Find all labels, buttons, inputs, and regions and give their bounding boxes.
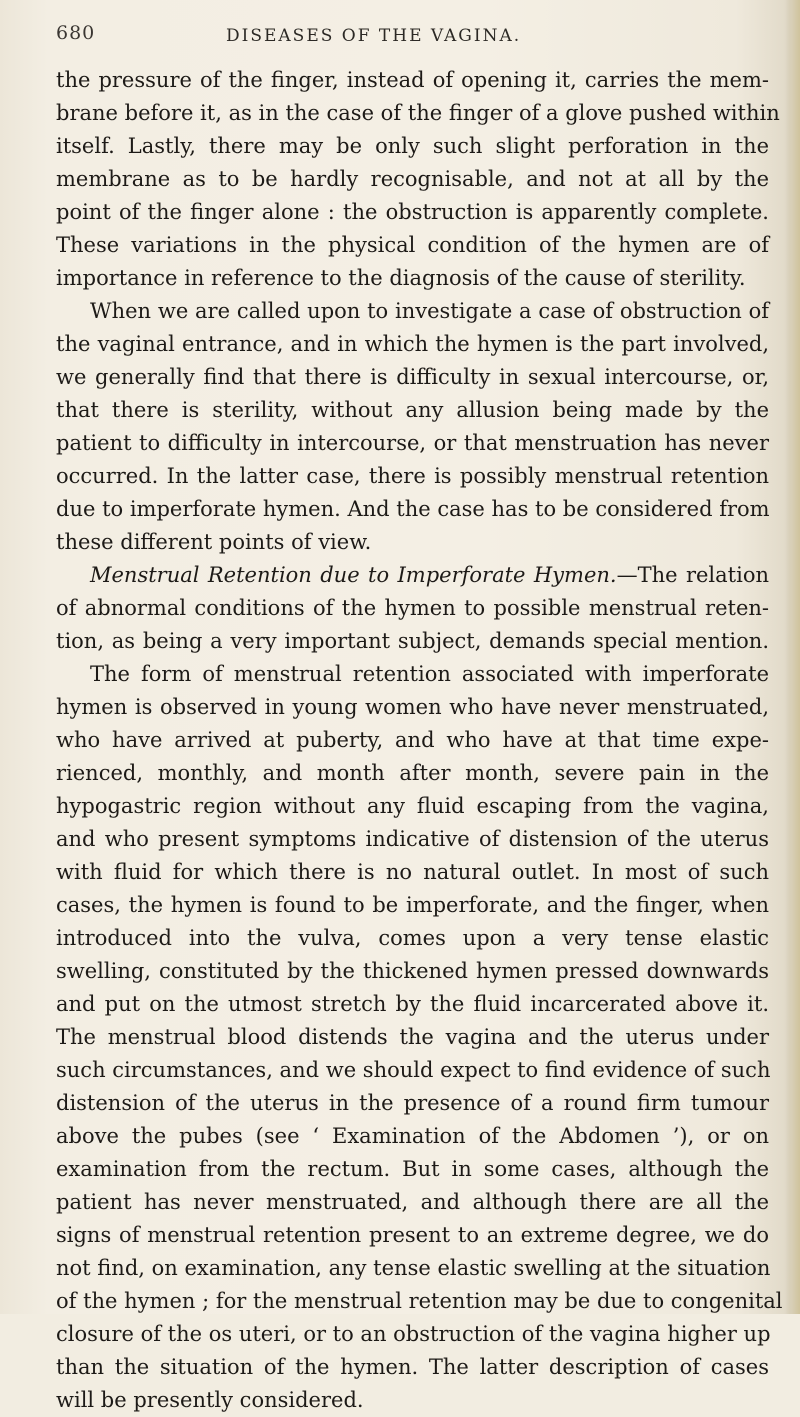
line-text: and put on the utmost stretch by the fluid incarcerated above it.: [56, 992, 769, 1016]
text-line: [56, 1318, 769, 1351]
line-text: itself. Lastly, there may be only such slight perforation in the: [56, 134, 769, 158]
line-text: distension of the uterus in the presence of a round firm tumour: [56, 1091, 769, 1115]
line-text: will be presently considered.: [56, 1388, 364, 1412]
text-line: [56, 229, 769, 262]
text-line: [56, 361, 769, 394]
line-text: the pressure of the finger, instead of opening it, carries the mem-: [56, 68, 769, 92]
text-line: [56, 1351, 769, 1384]
text-line: [56, 130, 769, 163]
text-line: [56, 1021, 769, 1054]
line-text: than the situation of the hymen. The latter description of cases: [56, 1355, 769, 1379]
text-line: [56, 427, 769, 460]
text-line: [56, 64, 769, 97]
line-text: we generally find that there is difficulty in sexual intercourse, or,: [56, 365, 769, 389]
line-text: due to imperforate hymen. And the case has to be considered from: [56, 497, 770, 521]
text-line: [56, 1054, 769, 1087]
section-heading: Menstrual Retention due to Imperforate Hymen.: [90, 563, 617, 587]
text-line: [56, 295, 769, 328]
text-line: [56, 460, 769, 493]
page-edge: [786, 0, 800, 1314]
text-line: [56, 1120, 769, 1153]
line-text: brane before it, as in the case of the finger of a glove pushed within: [56, 101, 780, 125]
line-text: —The relation: [616, 563, 769, 587]
text-line: [56, 394, 769, 427]
text-line: [56, 1153, 769, 1186]
text-line: [56, 97, 780, 130]
line-text: closure of the os uteri, or to an obstruction of the vagina higher up: [56, 1322, 771, 1346]
text-line: [56, 856, 769, 889]
line-text: these different points of view.: [56, 530, 372, 554]
text-line: [56, 559, 769, 592]
line-text: introduced into the vulva, comes upon a very tense elastic: [56, 926, 769, 950]
line-text: tion, as being a very important subject, demands special mention.: [56, 629, 769, 653]
text-line: [56, 1219, 769, 1252]
page-header: [56, 12, 756, 52]
text-line: [56, 493, 769, 526]
line-text: of abnormal conditions of the hymen to possible menstrual reten-: [56, 596, 769, 620]
line-text: importance in reference to the diagnosis of the cause of sterility.: [56, 266, 746, 290]
line-text: The menstrual blood distends the vagina and the uterus under: [56, 1025, 769, 1049]
line-text: The form of menstrual retention associated with imperforate: [90, 662, 769, 686]
text-line: [56, 988, 769, 1021]
text-line: [56, 691, 769, 724]
line-text: patient to difficulty in intercourse, or that menstruation has never: [56, 431, 769, 455]
text-line: [56, 328, 769, 361]
text-line: [56, 592, 769, 625]
text-line: [56, 922, 769, 955]
line-text: of the hymen ; for the menstrual retention may be due to congenital: [56, 1289, 783, 1313]
line-text: and who present symptoms indicative of distension of the uterus: [56, 827, 769, 851]
text-line: [56, 1285, 783, 1318]
line-text: who have arrived at puberty, and who have at that time expe-: [56, 728, 769, 752]
text-line: [56, 262, 769, 295]
text-line: [56, 1384, 769, 1417]
line-text: not find, on examination, any tense elastic swelling at the situation: [56, 1256, 771, 1280]
text-line: [56, 1252, 769, 1285]
text-line: [56, 823, 769, 856]
line-text: cases, the hymen is found to be imperforate, and the finger, when: [56, 893, 769, 917]
line-text: patient has never menstruated, and although there are all the: [56, 1190, 769, 1214]
line-text: rienced, monthly, and month after month, severe pain in the: [56, 761, 769, 785]
text-line: [56, 1087, 769, 1120]
text-line: [56, 724, 769, 757]
line-text: such circumstances, and we should expect to find evidence of such: [56, 1058, 771, 1082]
page-number: 680: [56, 22, 96, 44]
line-text: with fluid for which there is no natural outlet. In most of such: [56, 860, 769, 884]
text-line: [56, 889, 769, 922]
text-line: [56, 163, 769, 196]
line-text: above the pubes (see ‘ Examination of the Abdomen ’), or on: [56, 1124, 769, 1148]
line-text: These variations in the physical condition of the hymen are of: [56, 233, 769, 257]
line-text: membrane as to be hardly recognisable, and not at all by the: [56, 167, 769, 191]
text-line: [56, 625, 769, 658]
line-text: that there is sterility, without any allusion being made by the: [56, 398, 769, 422]
running-title: DISEASES OF THE VAGINA.: [226, 26, 522, 46]
line-text: examination from the rectum. But in some cases, although the: [56, 1157, 769, 1181]
body-text: [56, 64, 783, 1417]
text-line: [56, 757, 769, 790]
text-line: [56, 790, 769, 823]
line-text: occurred. In the latter case, there is possibly menstrual retention: [56, 464, 769, 488]
text-line: [56, 196, 769, 229]
line-text: point of the finger alone : the obstruction is apparently complete.: [56, 200, 769, 224]
line-text: hymen is observed in young women who have never menstruated,: [56, 695, 769, 719]
text-line: [56, 1186, 769, 1219]
line-text: signs of menstrual retention present to an extreme degree, we do: [56, 1223, 769, 1247]
line-text: hypogastric region without any fluid escaping from the vagina,: [56, 794, 769, 818]
line-text: the vaginal entrance, and in which the hymen is the part involved,: [56, 332, 769, 356]
line-text: swelling, constituted by the thickened hymen pressed downwards: [56, 959, 769, 983]
text-line: [56, 658, 769, 691]
text-line: [56, 955, 769, 988]
line-text: When we are called upon to investigate a case of obstruction of: [90, 299, 769, 323]
text-line: [56, 526, 769, 559]
